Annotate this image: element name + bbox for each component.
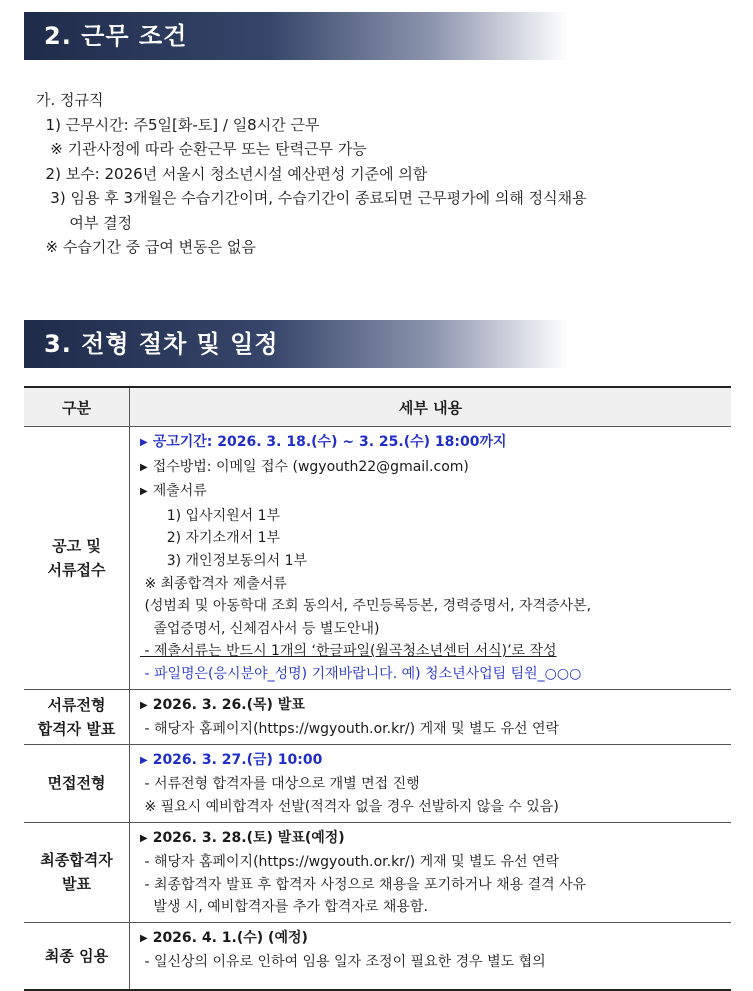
triangle-bullet-icon: ▶ xyxy=(140,699,148,711)
detail-text: 1) 입사지원서 1부 xyxy=(140,507,281,524)
work-condition-line: ※ 기관사정에 따라 순환근무 또는 탄력근무 가능 xyxy=(36,140,367,158)
detail-text: - 해당자 홈페이지(https://wgyouth.or.kr/) 게재 및 별도 유선 연락 xyxy=(140,854,560,871)
detail-text: - 최종합격자 발표 후 합격자 사정으로 채용을 포기하거나 채용 결격 사유 xyxy=(140,876,587,893)
detail-line xyxy=(130,456,731,481)
detail-line xyxy=(130,663,731,686)
detail-text: - 해당자 홈페이지(https://wgyouth.or.kr/) 게재 및 별도 유선 연락 xyxy=(140,721,560,738)
detail-text: - 일신상의 이유로 인하여 임용 일자 조정이 필요한 경우 별도 협의 xyxy=(140,954,546,971)
detail-line xyxy=(130,618,731,641)
work-condition-line: 3) 임용 후 3개월은 수습기간이며, 수습기간이 종료되면 근무평가에 의해 정식채용 xyxy=(36,189,587,207)
detail-text: 2026. 3. 27.(금) 10:00 xyxy=(152,751,323,768)
row-category xyxy=(24,744,130,822)
row-category xyxy=(24,922,130,990)
table-row xyxy=(24,427,731,690)
detail-text: 제출서류 xyxy=(152,483,207,500)
detail-text: 접수방법: 이메일 접수 (wgyouth22@gmail.com) xyxy=(152,458,469,475)
triangle-bullet-icon: ▶ xyxy=(140,486,148,498)
row-category xyxy=(24,822,130,922)
triangle-bullet-icon: ▶ xyxy=(140,754,148,766)
row-category-line: 합격자 발표 xyxy=(37,719,116,738)
work-condition-line: 2) 보수: 2026년 서울시 청소년시설 예산편성 기준에 의함 xyxy=(36,164,428,183)
detail-line xyxy=(130,718,731,741)
work-condition-line: ※ 수습기간 중 급여 변동은 없음 xyxy=(36,238,256,256)
detail-line xyxy=(130,595,731,618)
row-category-line: 서류전형 xyxy=(47,695,106,714)
detail-line xyxy=(130,851,731,874)
section-2-header xyxy=(24,12,568,60)
detail-text: 2026. 3. 28.(토) 발표(예정) xyxy=(152,829,345,846)
detail-text: ※ 필요시 예비합격자 선발(적격자 없을 경우 선발하지 않을 수 있음) xyxy=(140,798,559,815)
detail-text: - 서류전형 합격자를 대상으로 개별 면접 진행 xyxy=(140,776,420,793)
detail-text: (성범죄 및 아동학대 조회 동의서, 주민등록등본, 경력증명서, 자격증사본, xyxy=(140,598,592,615)
detail-line xyxy=(130,573,731,596)
col-header-category: 구분 xyxy=(24,387,130,427)
triangle-bullet-icon: ▶ xyxy=(140,932,148,944)
row-category xyxy=(24,689,130,744)
detail-line xyxy=(130,749,731,774)
detail-line xyxy=(130,505,731,528)
detail-line xyxy=(130,550,731,573)
detail-text: 공고기간: 2026. 3. 18.(수) ~ 3. 25.(수) 18:00까지 xyxy=(152,434,507,450)
detail-text: 2026. 4. 1.(수) (예정) xyxy=(152,929,308,946)
col-header-details: 세부 내용 xyxy=(130,387,732,427)
detail-line xyxy=(130,480,731,505)
row-category-line: 공고 및 xyxy=(52,536,101,555)
detail-line xyxy=(130,874,731,897)
work-conditions xyxy=(36,88,587,260)
row-details xyxy=(130,822,732,922)
detail-line xyxy=(130,896,731,919)
detail-text: 3) 개인정보동의서 1부 xyxy=(140,552,308,569)
work-condition-line: 여부 결정 xyxy=(36,213,133,232)
detail-line xyxy=(130,640,731,663)
detail-line xyxy=(130,431,731,456)
detail-line xyxy=(130,694,731,719)
row-category-line: 발표 xyxy=(62,875,91,894)
work-condition-line: 가. 정규직 xyxy=(36,91,104,109)
row-details xyxy=(130,689,732,744)
triangle-bullet-icon: ▶ xyxy=(140,437,148,448)
work-condition-line: 1) 근무시간: 주5일[화-토] / 일8시간 근무 xyxy=(36,115,320,134)
row-category-line: 서류접수 xyxy=(47,560,106,579)
row-category-line: 면접전형 xyxy=(47,774,106,793)
detail-text: 발생 시, 예비합격자를 추가 합격자로 채용함. xyxy=(140,899,428,916)
triangle-bullet-icon: ▶ xyxy=(140,461,148,473)
detail-text: 2026. 3. 26.(목) 발표 xyxy=(152,696,305,713)
detail-line xyxy=(130,951,731,974)
table-row xyxy=(24,744,731,822)
detail-line xyxy=(130,796,731,819)
triangle-bullet-icon: ▶ xyxy=(140,832,148,844)
detail-line xyxy=(130,527,731,550)
detail-line xyxy=(130,927,731,952)
detail-line xyxy=(130,773,731,796)
detail-text: 졸업증명서, 신체검사서 등 별도안내) xyxy=(140,620,380,637)
table-row xyxy=(24,922,731,990)
row-category-line: 최종합격자 xyxy=(40,851,113,870)
row-details xyxy=(130,922,732,990)
section-2-title: 2. 근무 조건 xyxy=(44,22,188,50)
table-header-row xyxy=(24,387,731,427)
table-row xyxy=(24,822,731,922)
schedule-table xyxy=(24,386,731,991)
table-row xyxy=(24,689,731,744)
row-details xyxy=(130,744,732,822)
detail-text: - 제출서류는 반드시 1개의 ‘한글파일(월곡청소년센터 서식)’로 작성 xyxy=(140,643,557,660)
detail-text: ※ 최종합격자 제출서류 xyxy=(140,575,287,592)
row-category xyxy=(24,427,130,690)
section-3-header xyxy=(24,320,568,368)
row-category-line: 최종 임용 xyxy=(44,947,109,966)
detail-text: 2) 자기소개서 1부 xyxy=(140,530,281,547)
detail-text: - 파일명은(응시분야_성명) 기재바랍니다. 예) 청소년사업팀 팀원_○○○ xyxy=(140,665,582,682)
detail-line xyxy=(130,827,731,852)
section-3-title: 3. 전형 절차 및 일정 xyxy=(44,330,279,358)
row-details xyxy=(130,427,732,690)
